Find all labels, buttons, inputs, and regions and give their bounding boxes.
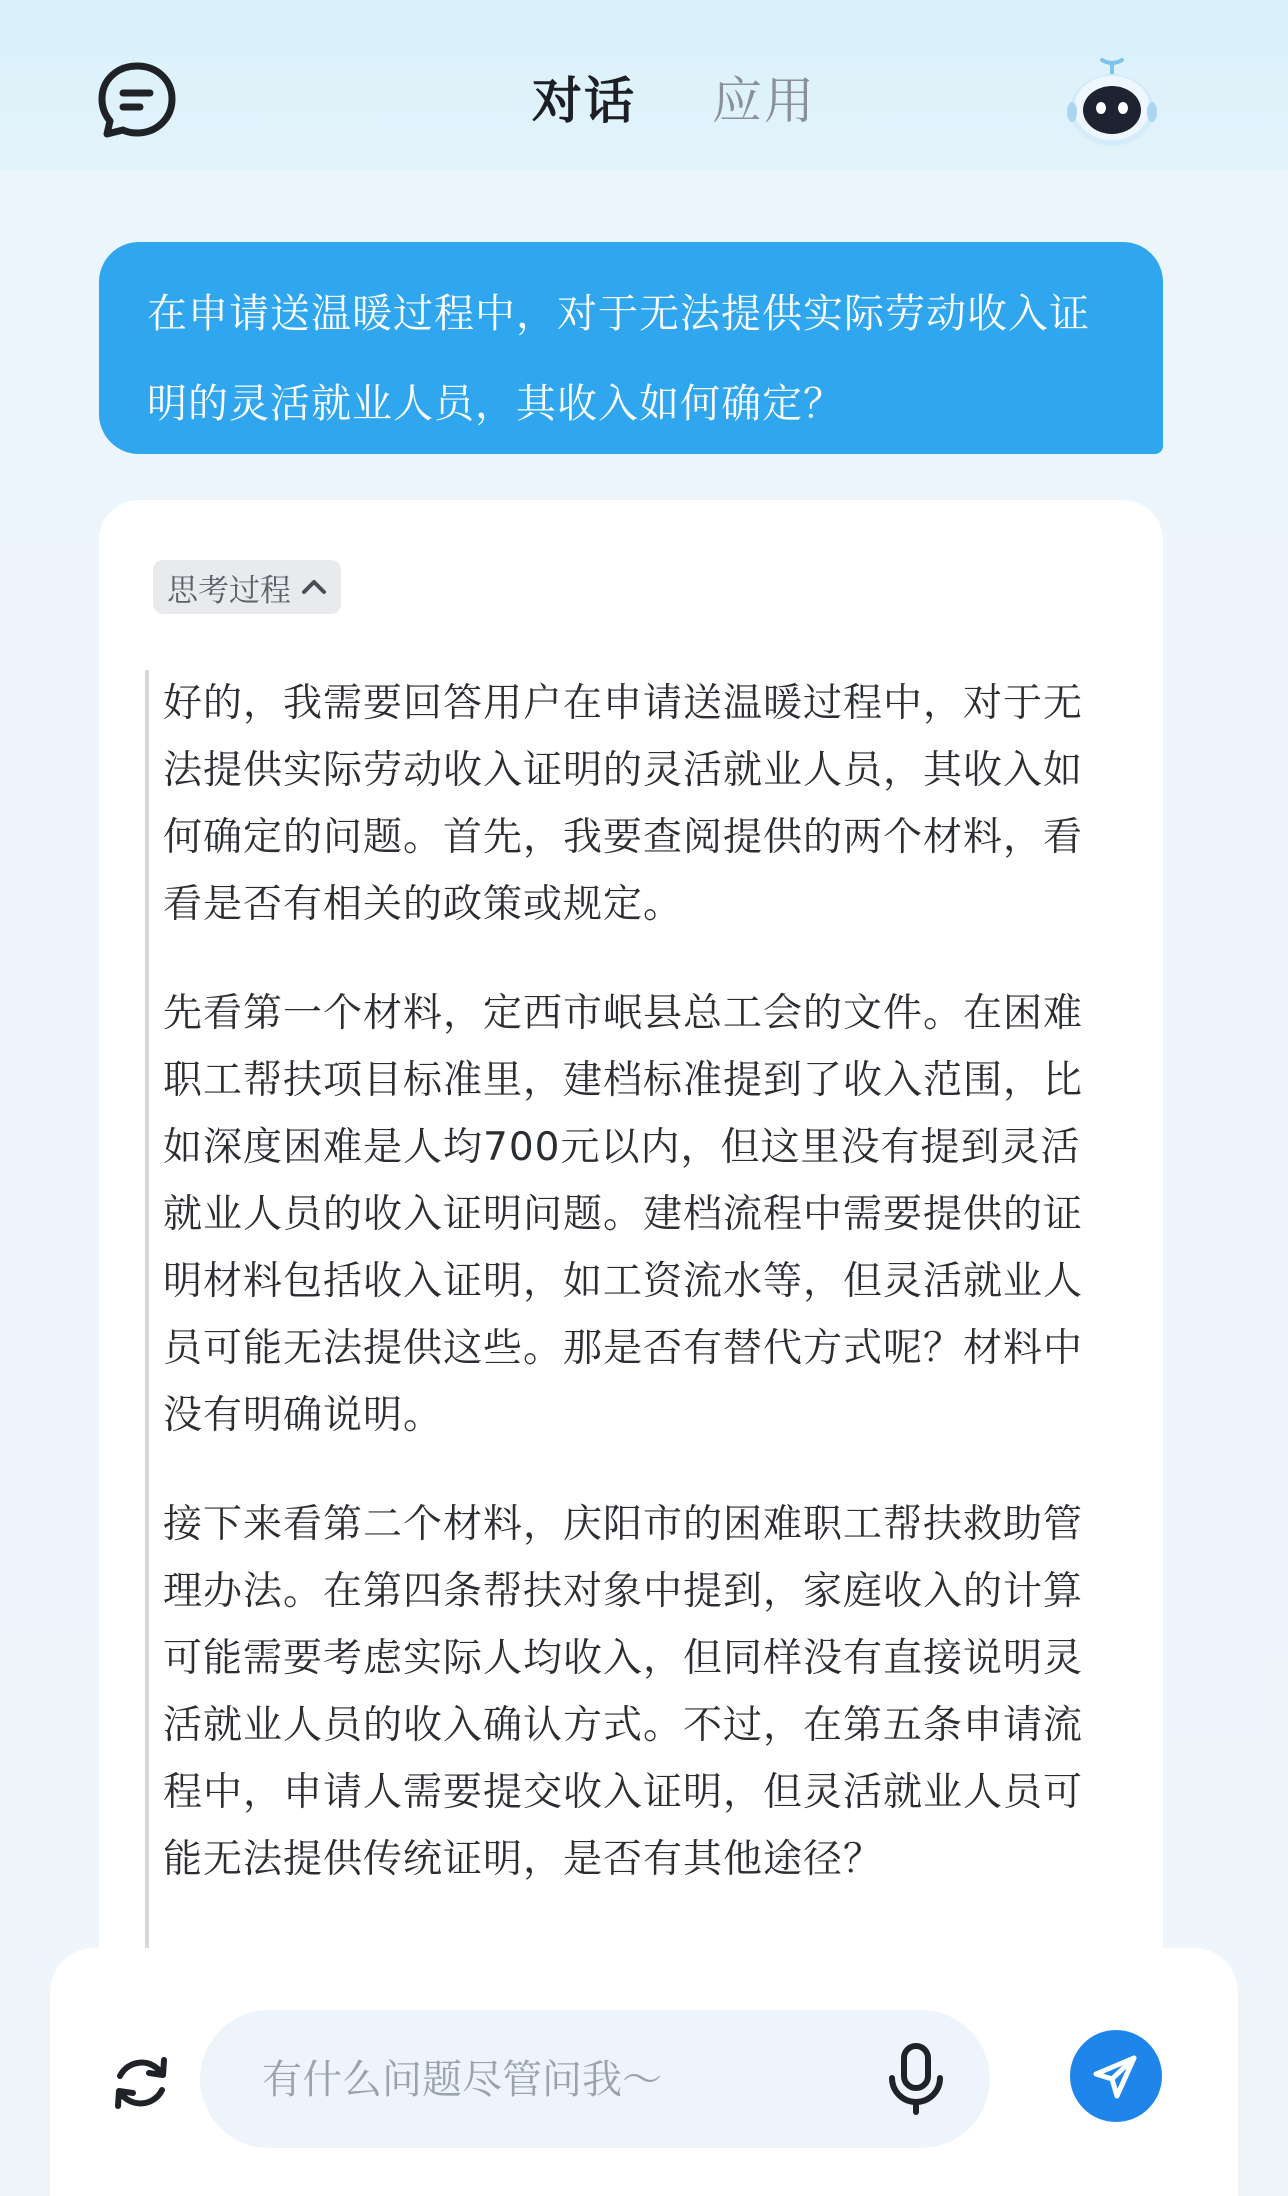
text-line: 好的，我需要回答用户在申请送温暖过程中，对于无 xyxy=(163,681,1084,726)
input-bar xyxy=(50,1948,1238,2196)
text-line: 先看第一个材料，定西市岷县总工会的文件。在困难 xyxy=(163,991,1084,1036)
thinking-paragraph xyxy=(163,980,1163,1449)
text-line: 职工帮扶项目标准里，建档标准提到了收入范围，比 xyxy=(163,1058,1084,1103)
user-message-line: 在申请送温暖过程中，对于无法提供实际劳动收入证 xyxy=(147,291,1090,337)
text-line: 理办法。在第四条帮扶对象中提到，家庭收入的计算 xyxy=(163,1569,1084,1614)
text-line: 如深度困难是人均700元以内，但这里没有提到灵活 xyxy=(163,1125,1081,1170)
send-icon xyxy=(1088,2048,1144,2104)
thinking-paragraph xyxy=(163,670,1163,938)
chevron-up-icon xyxy=(297,570,331,604)
answer-card xyxy=(99,500,1163,2000)
message-input-container xyxy=(200,2010,990,2148)
user-message-bubble xyxy=(99,242,1163,454)
text-line: 何确定的问题。首先，我要查阅提供的两个材料，看 xyxy=(163,815,1084,860)
thinking-content xyxy=(145,670,1163,2000)
text-line: 明材料包括收入证明，如工资流水等，但灵活就业人 xyxy=(163,1259,1084,1304)
thinking-toggle-label: 思考过程 xyxy=(167,572,291,609)
tab-apps[interactable]: 应用 xyxy=(712,72,816,130)
text-line: 法提供实际劳动收入证明的灵活就业人员，其收入如 xyxy=(163,748,1084,793)
text-line: 没有明确说明。 xyxy=(163,1393,444,1438)
text-line: 可能需要考虑实际人均收入，但同样没有直接说明灵 xyxy=(163,1636,1084,1681)
message-input[interactable] xyxy=(260,2010,824,2150)
text-line: 能无法提供传统证明，是否有其他途径？ xyxy=(163,1837,884,1882)
text-line: 看是否有相关的政策或规定。 xyxy=(163,882,684,927)
text-line: 就业人员的收入证明问题。建档流程中需要提供的证 xyxy=(163,1192,1084,1237)
text-line: 员可能无法提供这些。那是否有替代方式呢？材料中 xyxy=(163,1326,1084,1371)
thinking-toggle[interactable] xyxy=(153,560,341,614)
text-line: 活就业人员的收入确认方式。不过，在第五条申请流 xyxy=(163,1703,1084,1748)
send-button[interactable] xyxy=(1070,2030,1162,2122)
text-line: 接下来看第二个材料，庆阳市的困难职工帮扶救助管 xyxy=(163,1502,1084,1547)
tab-chat[interactable]: 对话 xyxy=(532,72,636,130)
robot-avatar-icon[interactable] xyxy=(1062,50,1162,150)
refresh-icon[interactable] xyxy=(106,2048,176,2118)
thinking-paragraph xyxy=(163,1491,1163,1893)
microphone-icon[interactable] xyxy=(880,2040,952,2118)
top-bar xyxy=(0,0,1288,170)
user-message-line: 明的灵活就业人员，其收入如何确定？ xyxy=(147,381,844,427)
text-line: 程中，申请人需要提交收入证明，但灵活就业人员可 xyxy=(163,1770,1084,1815)
